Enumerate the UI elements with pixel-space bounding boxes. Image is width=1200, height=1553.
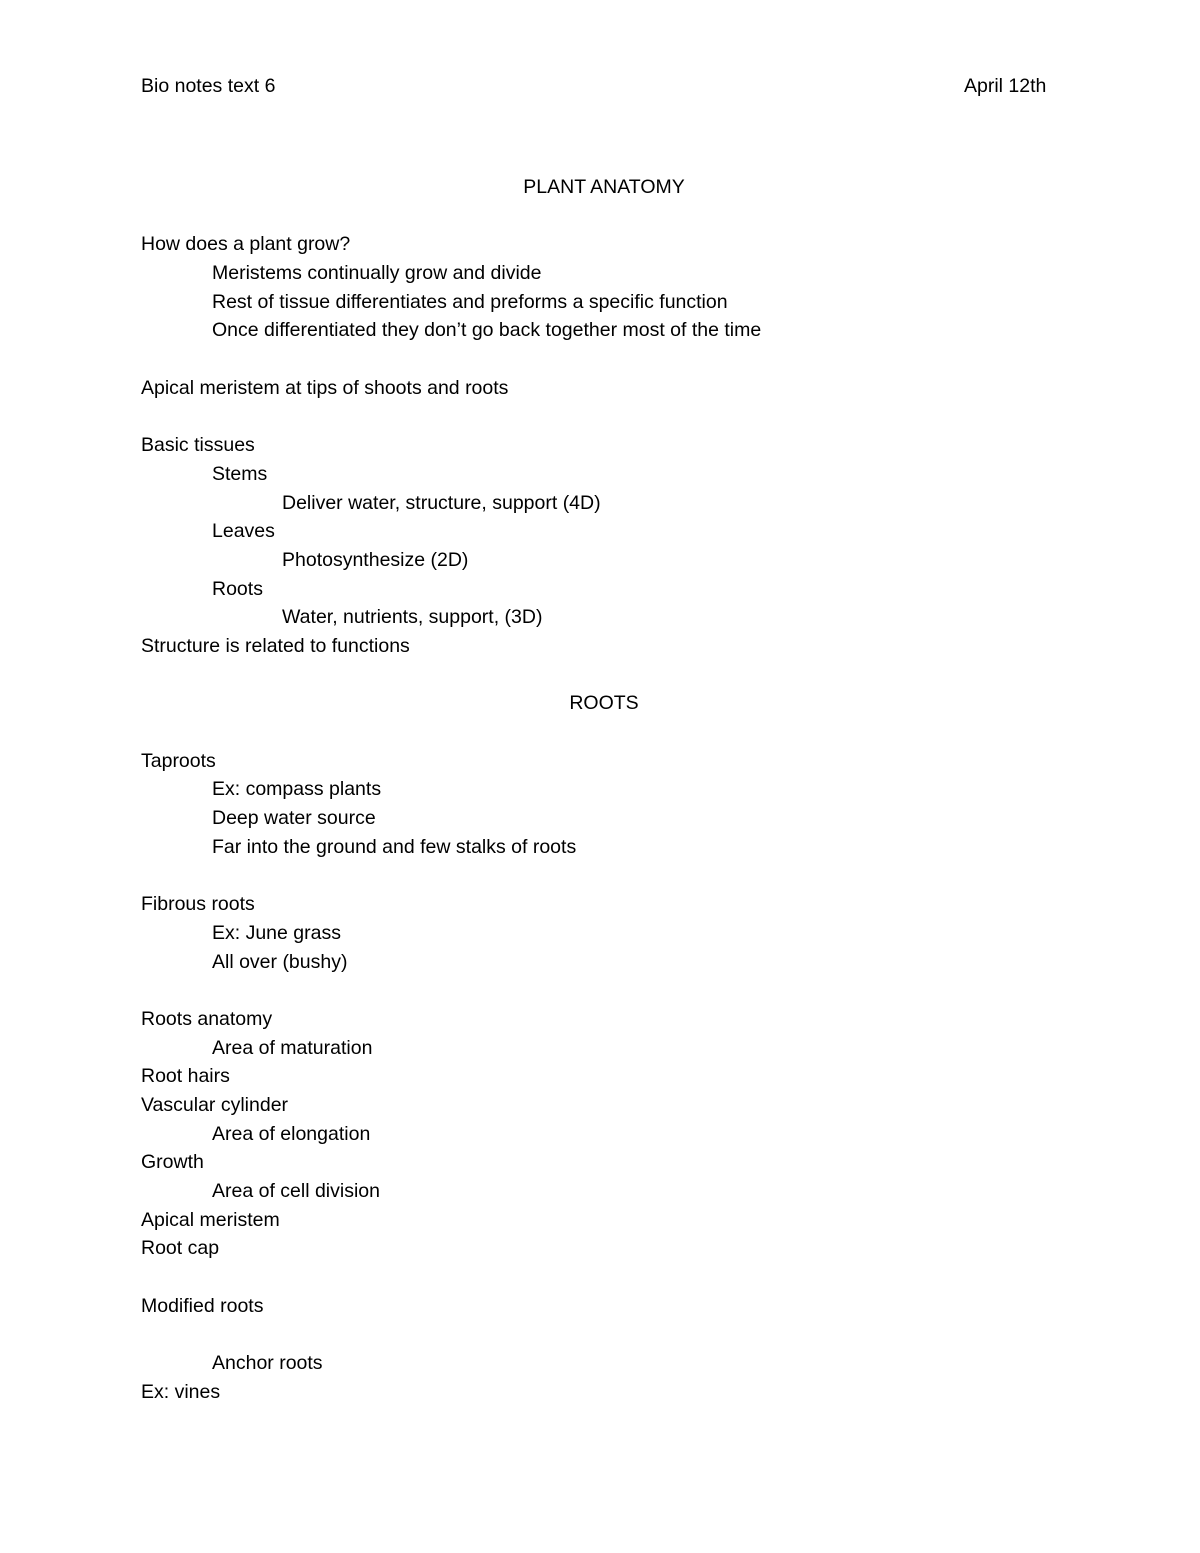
note-line: All over (bushy) <box>212 950 348 973</box>
blank-line <box>141 1263 1101 1292</box>
note-line: Structure is related to functions <box>141 635 410 657</box>
blank-line <box>141 718 1101 747</box>
header-title: Bio notes text 6 <box>141 75 276 97</box>
note-line: Taproots <box>141 749 216 772</box>
note-line: Apical meristem at tips of shoots and roots <box>141 376 509 399</box>
note-line: Deliver water, structure, support (4D) <box>282 491 601 514</box>
note-line: Deep water source <box>212 807 376 830</box>
header-date: April 12th <box>964 75 1047 97</box>
blank-line <box>141 976 1101 1005</box>
section-heading: PLANT ANATOMY <box>523 176 685 198</box>
notes-body <box>141 173 1101 1407</box>
note-line: Leaves <box>212 520 275 543</box>
note-line: Anchor roots <box>212 1352 323 1375</box>
note-line: Apical meristem <box>141 1208 280 1231</box>
note-line: Ex: vines <box>141 1380 221 1403</box>
blank-line <box>141 403 1101 432</box>
note-line: Roots anatomy <box>141 1007 273 1030</box>
note-line: Meristems continually grow and divide <box>212 262 542 285</box>
note-line: Water, nutrients, support, (3D) <box>282 606 543 629</box>
blank-line <box>141 202 1101 231</box>
note-line: Photosynthesize (2D) <box>282 548 469 571</box>
note-line: Modified roots <box>141 1294 264 1317</box>
note-line: Area of cell division <box>212 1180 380 1203</box>
note-line: Growth <box>141 1151 204 1174</box>
blank-line <box>141 862 1101 891</box>
blank-line <box>141 1321 1101 1350</box>
blank-line <box>141 661 1101 690</box>
note-line: Area of maturation <box>212 1036 373 1059</box>
note-line: Root cap <box>141 1237 220 1260</box>
note-line: Ex: compass plants <box>212 778 382 801</box>
note-line: Area of elongation <box>212 1122 371 1145</box>
blank-line <box>141 345 1101 374</box>
note-line: Basic tissues <box>141 434 255 457</box>
note-line: How does a plant grow? <box>141 233 351 256</box>
note-line: Ex: June grass <box>212 921 341 944</box>
section-heading: ROOTS <box>569 692 639 715</box>
note-line: Fibrous roots <box>141 893 255 916</box>
note-line: Roots <box>212 577 263 600</box>
note-line: Stems <box>212 462 268 485</box>
note-line: Vascular cylinder <box>141 1094 289 1116</box>
note-line: Rest of tissue differentiates and preforms a specific function <box>212 290 728 313</box>
note-line: Root hairs <box>141 1065 230 1088</box>
note-line: Far into the ground and few stalks of roots <box>212 835 577 858</box>
note-line: Once differentiated they don’t go back together most of the time <box>212 319 762 342</box>
